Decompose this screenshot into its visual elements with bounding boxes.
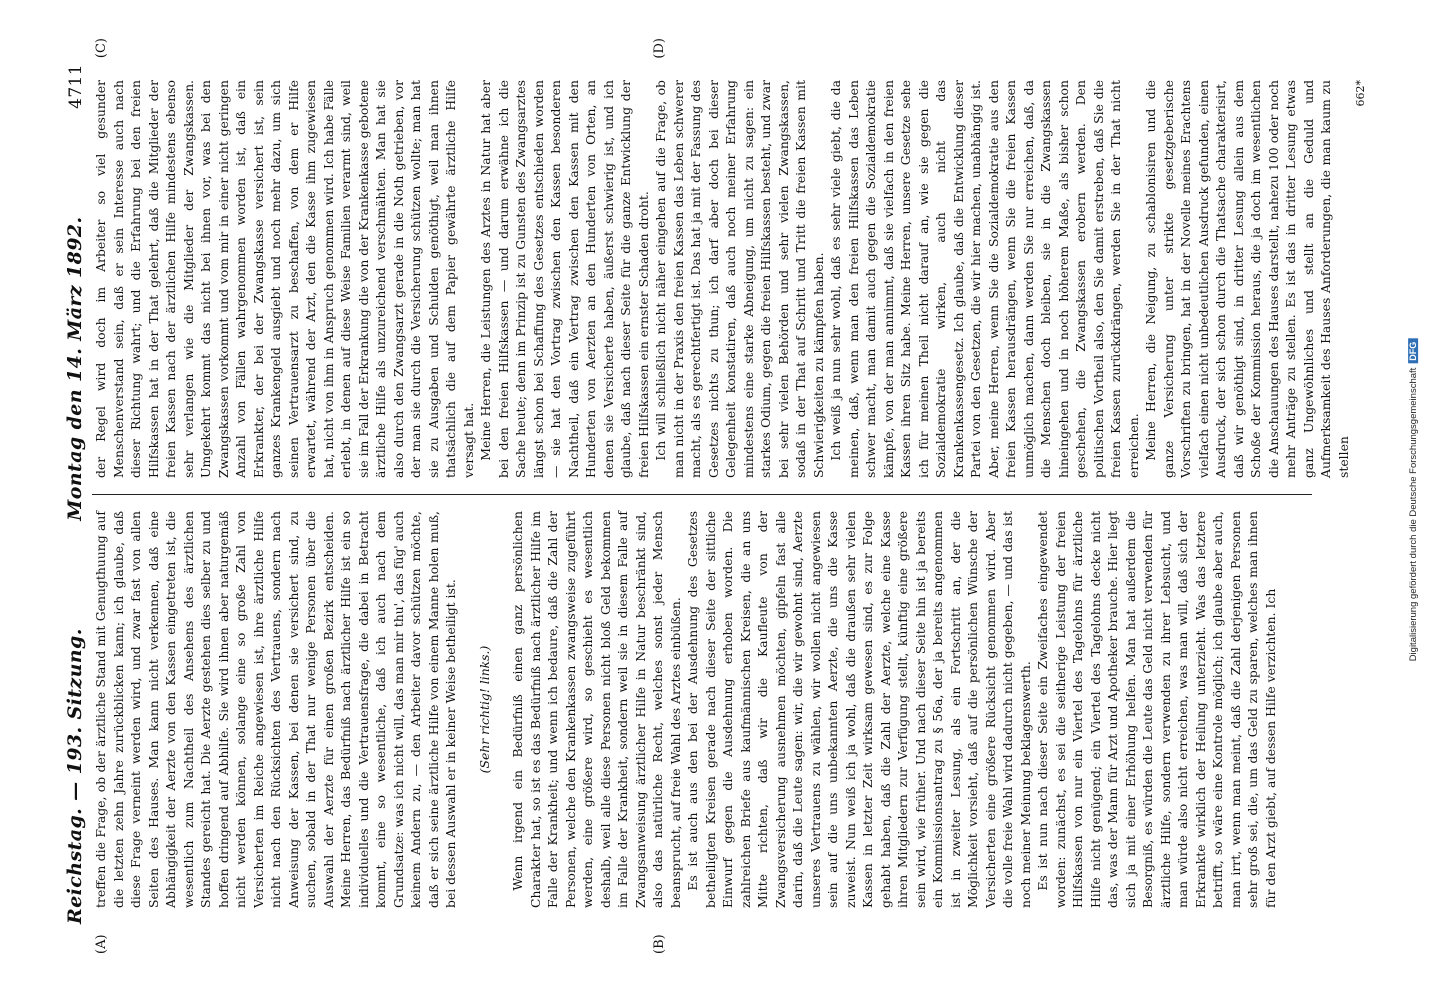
rotated-page: [46, 30, 1386, 970]
applause-note: (Sehr richtig! links.): [476, 645, 492, 774]
left-paragraph-1: treffen die Frage, ob der ärztliche Stand mit Genugthuung auf die letzten zehn Jahre zurückblicken kann; ich glaube, daß diese Frage verneint werden wird, und zwar fast von allen Seiten des Hauses. Man kann nicht verkennen, daß eine Abhängigkeit der Aerzte von den Kassen eingetreten ist, die wesentlich zum Nachtheil des Ansehens des ärztlichen Standes gereicht hat. Die Aerzte gestehen dies selber zu und hoffen dringend auf Abhilfe. Sie wird ihnen aber naturgemäß nicht werden können, solange eine so große Zahl von Versicherten im Reiche angewiesen ist, ihre ärztliche Hilfe nicht nach den Rücksichten des Vertrauens, sondern nach Anweisung der Kassen, bei denen sie versichert sind, zu suchen, sobald in der That nur wenige Personen über die Auswahl der Aerzte für einen großen Bezirk entscheiden. Meine Herren, das Bedürfniß nach ärztlicher Hilfe ist ein so individuelles und die Vertrauensfrage, die dabei in Betracht kommt, eine so wesentliche, daß ich auch nach dem Grundsatze: was ich nicht will, das man mir thu', das füg' auch keinem Andern zu, — den Arbeiter davor schützen möchte, daß er sich seine ärztliche Hilfe von einem Manne holen muß, bei dessen Auswahl er in keiner Weise betheiligt ist.: [93, 511, 458, 908]
right-column: [92, 64, 1367, 494]
margin-marker-d: (D): [652, 38, 667, 59]
right-paragraph-4: Ich weiß ja nun sehr wohl, daß es sehr viele giebt, die da meinen, daß, wenn man den freien Hilfskassen das Leben schwer macht, man damit auch gegen die Sozialdemokratie kämpfe, von der man annimmt, daß sie vielfach in den freien Kassen ihren Sitz habe. Meine Herren, unsere Gesetze sehe ich für meinen Theil nicht darauf an, wie sie gegen die Sozialdemokratie wirken, auch nicht das Krankenkassengesetz. Ich glaube, daß die Entwicklung dieser Partei von den Gesetzen, die wir hier machen, unabhängig ist. Aber, meine Herren, wenn Sie die Sozialdemokratie aus den freien Kassen herausdrängen, wenn Sie die freien Kassen unmöglich machen, dann werden Sie nur erreichen, daß, da die Menschen doch bleiben, sie in die Zwangskassen hineingehen und in noch höherem Maße, als bisher schon geschehen, die Zwangskassen erobern werden. Den politischen Vortheil also, den Sie damit erstreben, daß Sie die freien Kassen zurückdrängen, werden Sie in der That nicht erreichen.: [828, 80, 1141, 478]
page-number: 4711: [66, 64, 86, 109]
margin-marker-a: (A): [94, 934, 109, 954]
right-paragraph-5: Meine Herren, die Neigung, zu schablonisiren und die ganze Versicherung unter strikte gesetzgeberische Vorschriften zu bringen, hat in der Novelle meines Erachtens vielfach einen nicht unbedeutlichen Ausdruck gefunden, einen Ausdruck, der sich schon durch die Thatsache charakterisirt, daß wir genöthigt sind, in dritter Lesung allein aus dem Schoße der Kommission heraus, die ja doch im wesentlichen die Anschauungen des Hauses darstellt, nahezu 100 oder noch mehr Anträge zu stellen. Es ist das in dritter Lesung etwas ganz Ungewöhnliches und stellt an die Geduld und Aufmerksamkeit des Hauses Anforderungen, die man kaum zu stellen: [1143, 80, 1351, 478]
margin-marker-b: (B): [652, 934, 667, 954]
left-paragraph-2: Wenn irgend ein Bedürfniß einen ganz persönlichen Charakter hat, so ist es das Bedürfniß nach ärztlicher Hilfe im Falle der Krankheit; und wenn ich bedaure, daß die Zahl der Personen, welche den Krankenkassen zwangsweise zugeführt werden, eine größere wird, so geschieht es wesentlich deshalb, weil alle diese Personen nicht bloß Geld bekommen im Falle der Krankheit, sondern weil sie in diesem Falle auf Zwangsanweisung ärztlicher Hilfe in Natur beschränkt sind, also das natürliche Recht, welches sonst jeder Mensch beansprucht, auf freie Wahl des Arztes einbüßen.: [510, 511, 683, 908]
left-paragraph-4: Es ist nun nach dieser Seite ein Zweifaches eingewendet worden: zunächst, es sei die seitherige Leistung der freien Hilfskassen von nur ein Viertel des Tagelohns für ärztliche Hilfe nicht genügend; ein Viertel des Tagelohns decke nicht das, was der Mann für Arzt und Apotheker brauche. Hier liegt sich ja mit einer Erhöhung helfen. Man hat außerdem die Besorgniß, es würden die Leute das Geld nicht verwenden für ärztliche Hilfe, sondern verwenden zu ihrer Lebsucht, und man würde also nicht erreichen, was man will, daß sich der Erkrankte wirklich der Heilung unterzieht. Was das letztere betrifft, so wäre eine Kontrole möglich; ich glaube aber auch, man irrt, wenn man meint, daß die Zahl derjenigen Personen sehr groß sei, die, um das Geld zu sparen, welches man ihnen für den Arzt giebt, auf dessen Hilfe verzichten. Ich: [1035, 511, 1278, 908]
left-column: [92, 494, 1312, 924]
credit-text: Digitalisierung gefördert durch die Deutsche Forschungsgemeinschaft: [1408, 367, 1420, 662]
signature-mark: 662*: [1354, 80, 1367, 107]
text-columns: [92, 38, 1367, 954]
session-title: Reichstag. — 193. Sitzung.: [64, 628, 86, 924]
right-paragraph-3: Ich will schließlich nicht näher eingehen auf die Frage, ob man nicht in der Praxis den freien Kassen das Leben schwerer macht, als es gerechtfertigt ist. Das hat ja mit der Fassung des Gesetzes nichts zu thun; ich darf aber doch bei dieser Gelegenheit konstatiren, daß auch noch meiner Erfahrung mindestens eine starke Abneigung, um nicht zu sagen: ein starkes Odium, gegen die freien Hilfskassen besteht, und zwar bei sehr vielen Behörden und sehr vielen Zwangskassen, sodaß in der That auf Schritt und Tritt die freien Kassen mit Schwierigkeiten zu kämpfen haben.: [653, 80, 826, 478]
right-paragraph-2: Meine Herren, die Leistungen des Arztes in Natur hat aber bei den freien Hilfskassen — und darum erwähne ich die Sache heute; denn im Prinzip ist zu Gunsten des Zwangsarztes längst schon bei Schaffung des Gesetzes entschieden worden — sie hat den Vortrag zwischen den Kassen besonderen Nachtheil, daß ein Vertrag zwischen den Kassen mit den Hunderten von Aerzten an den Hunderten von Orten, an denen sie Versicherte haben, äußerst schwierig ist, und ich glaube, daß nach dieser Seite für die ganze Entwicklung der freien Hilfskassen ein ernster Schaden droht.: [478, 80, 651, 478]
digitization-credit: [1409, 339, 1420, 662]
session-date: Montag den 14. März 1892.: [64, 216, 86, 521]
page-header: [64, 64, 92, 924]
left-paragraph-3: Es ist auch aus den bei der Ausdehnung des Gesetzes betheiligten Kreisen gerade nach dieser Seite der sittliche Einwurf gegen die Ausdehnung erhoben worden. Die zahlreichen Briefe aus kaufmännischen Kreisen, die an uns Mitte richten, daß wir die Kaufleute von der Zwangsversicherung ausnehmen möchten, gipfeln fast alle darin, daß die Leute sagen: wir, die wir gewohnt sind, Aerzte unseres Vertrauens zu wählen, wir wollen nicht angewiesen sein auf die uns unbekannten Aerzte, die uns die Kasse zuweist. Nun weiß ich ja wohl, daß die draußen sehr vielen Kassen in letzter Zeit wirksam gewesen sind, es zur Folge gehabt haben, daß die Zahl der Aerzte, welche eine Kasse ihren Mitgliedern zur Verfügung stellt, künftig eine größere sein wird, wie früher. Und nach dieser Seite hin ist ja bereits ein Kommissionsantrag zu § 56a, der ja bereits angenommen ist in zweiter Lesung, als ein Fortschritt an, der die Möglichkeit vorsieht, daß auf die persönlichen Wünsche der Versicherten eine größere Rücksicht genommen wird. Aber die volle freie Wahl wird dadurch nicht gegeben, — und das ist noch meiner Meinung beklagenswerth.: [685, 511, 1033, 908]
right-paragraph-1: der Regel wird doch im Arbeiter so viel gesunder Menschenverstand sein, daß er sein Interesse auch nach dieser Richtung wahrt; und die Erfahrung bei den freien Hilfskassen hat in der That gelehrt, daß die Mitglieder der freien Kassen nach der ärztlichen Hilfe mindestens ebenso sehr verlangen wie die Mitglieder der Zwangskassen. Umgekehrt kommt das nicht bei ihnen vor, was bei den Zwangskassen vorkommt und vom mir in einer nicht geringen Anzahl von Fällen wahrgenommen worden ist, daß ein Erkrankter, der bei der Zwangskasse versichert ist, sein ganzes Krankengeld ausgiebt und noch mehr dazu, um sich seinen Vertrauensarzt zu beschaffen, von dem er Hilfe erwartet, während der Arzt, den die Kasse ihm zugewiesen hat, nicht von ihm in Anspruch genommen wird. Ich habe Fälle erlebt, in denen auf diese Weise Familien verarmt sind, weil sie im Fall der Erkrankung die von der Krankenkasse gebotene ärztliche Hilfe als unzureichend verschmähten. Man hat sie also durch den Zwangsarzt gerade in die Noth getrieben, vor der man sie durch die Versicherung schützen wollte; man hat sie zu Ausgaben und Schulden genöthigt, weil man ihnen thatsächlich die auf dem Papier gewährte ärztliche Hilfe versagt hat.: [93, 80, 476, 478]
dfg-logo: DFG: [1409, 339, 1419, 364]
margin-marker-c: (C): [94, 38, 109, 59]
